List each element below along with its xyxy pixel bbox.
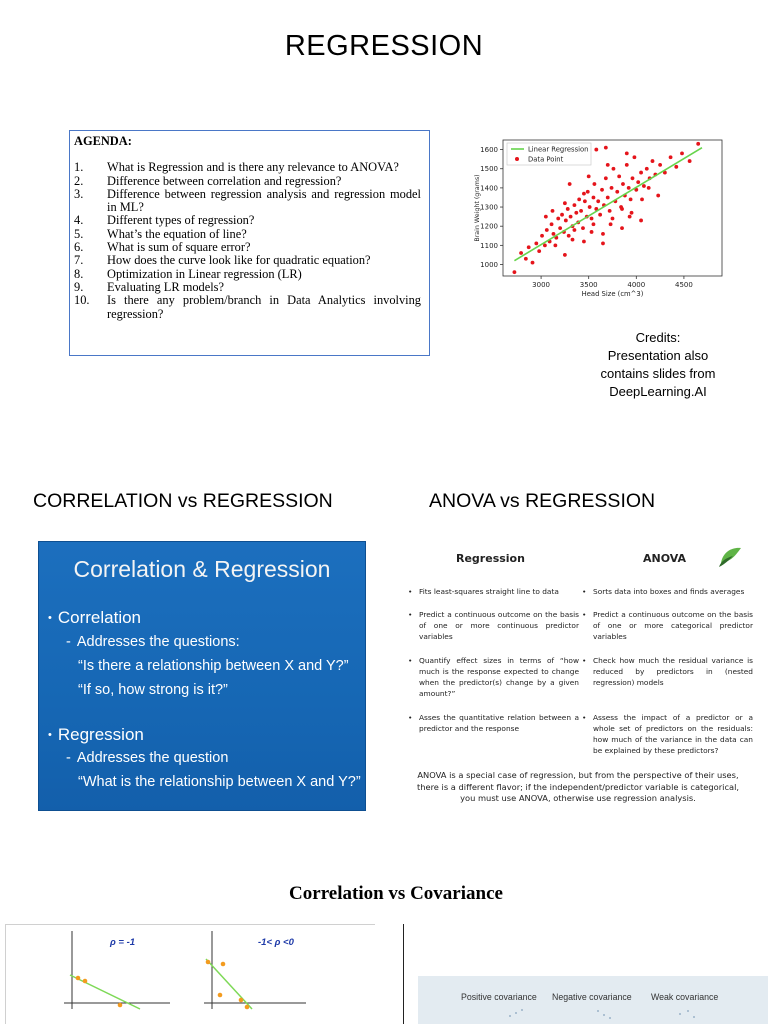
data-point: [556, 217, 560, 221]
agenda-item-number: 6.: [74, 240, 84, 255]
slide-quote: “Is there a relationship between X and Y?”: [78, 658, 349, 674]
data-point: [617, 174, 621, 178]
slide-bullet-text: Correlation: [57, 608, 142, 627]
data-point: [596, 199, 600, 203]
data-point: [656, 194, 660, 198]
plot1-point: [118, 1003, 123, 1008]
agenda-item-text: Optimization in Linear regression (LR): [107, 266, 302, 281]
correlation-example-plots: [6, 925, 376, 1024]
agenda-item: [74, 241, 421, 254]
data-point: [571, 238, 575, 242]
credits-line: Presentation also: [607, 348, 709, 363]
data-point: [628, 215, 632, 219]
table-cell: • Check how much the residual variance is reduced by predictors in (nested regression) models: [593, 655, 753, 688]
page-title: REGRESSION: [284, 30, 484, 62]
covariance-examples-panel: [418, 976, 768, 1024]
leaf-logo-icon: [717, 545, 743, 569]
data-point: [625, 163, 629, 167]
credits-line: DeepLearning.AI: [609, 384, 707, 399]
table-footer-note: ANOVA is a special case of regression, but from the perspective of their uses, there is a different flavor; if the independent/predictor variable is categorical, you must use ANOVA, otherwise use regression analysis.: [416, 770, 740, 803]
agenda-item-text: Difference between regression analysis and regression model in ML?: [107, 186, 421, 215]
data-point: [642, 184, 646, 188]
data-point: [680, 152, 684, 156]
agenda-item-number: 9.: [74, 279, 84, 294]
table-cell: • Predict a continuous outcome on the basis of one or more categorical predictor variables: [593, 609, 753, 642]
data-point: [636, 180, 640, 184]
agenda-item: [74, 294, 421, 321]
data-point: [564, 219, 568, 223]
data-point: [606, 196, 610, 200]
data-point: [563, 201, 567, 205]
agenda-item-text: What’s the equation of line?: [107, 226, 247, 241]
data-point: [569, 215, 573, 219]
agenda-item-number: 7.: [74, 253, 84, 268]
covariance-label: Negative covariance: [552, 992, 632, 1002]
data-point: [627, 186, 631, 190]
data-point: [647, 186, 651, 190]
agenda-item-number: 10.: [74, 293, 90, 308]
data-point: [631, 176, 635, 180]
agenda-item: [74, 175, 421, 188]
table-cell: • Fits least-squares straight line to data: [419, 586, 579, 597]
x-tick-label: 4000: [627, 281, 646, 289]
section-title-covariance: Correlation vs Covariance: [289, 883, 503, 904]
x-tick-label: 3000: [532, 281, 551, 289]
agenda-item: [74, 161, 421, 174]
data-point: [658, 163, 662, 167]
agenda-item-text: What is sum of square error?: [107, 240, 251, 255]
data-point: [534, 242, 538, 246]
data-point: [577, 197, 581, 201]
agenda-item: [74, 281, 421, 294]
table-cell: • Predict a continuous outcome on the basis of one or more continuous predictor variables: [419, 609, 579, 642]
plot1-point: [76, 976, 81, 981]
plot1-label: ρ = -1: [110, 937, 136, 948]
slide-bullet: • Regression: [48, 725, 144, 744]
data-point: [608, 209, 612, 213]
data-point: [560, 213, 564, 217]
slide-title: Correlation & Regression: [73, 556, 331, 582]
table-cell: • Quantify effect sizes in terms of “how much is the response expected to change when the predictor(s) change by a given amount?”: [419, 655, 579, 699]
agenda-item-text: What is Regression and is there any relevance to ANOVA?: [107, 160, 399, 175]
data-point: [593, 182, 597, 186]
plot1-fit-line: [70, 975, 140, 1009]
data-point: [550, 222, 554, 226]
data-point: [615, 190, 619, 194]
slide-bullet: • Correlation: [48, 608, 142, 627]
slide-quote: “If so, how strong is it?”: [78, 682, 228, 698]
credits-line: Credits:: [635, 330, 681, 345]
data-point: [630, 211, 634, 215]
agenda-item-text: Different types of regression?: [107, 213, 255, 228]
data-point: [592, 196, 596, 200]
data-point: [519, 251, 523, 255]
data-point: [669, 155, 673, 159]
data-point: [552, 232, 556, 236]
data-point: [573, 228, 577, 232]
agenda-item-number: 5.: [74, 226, 84, 241]
data-point: [633, 155, 637, 159]
data-point: [601, 232, 605, 236]
plot2-point: [221, 962, 226, 967]
plot2-point: [218, 993, 223, 998]
x-axis-label: Head Size (cm^3): [581, 290, 644, 298]
data-point: [588, 205, 592, 209]
anova-vs-regression-table: [395, 541, 751, 813]
plot2-point: [245, 1005, 250, 1010]
plot2-fit-line: [206, 959, 252, 1009]
slide-subbullet-text: Addresses the question: [76, 750, 229, 766]
data-point: [579, 209, 583, 213]
data-point: [544, 215, 548, 219]
data-point: [583, 199, 587, 203]
data-point: [551, 209, 555, 213]
data-point: [612, 167, 616, 171]
x-tick-label: 3500: [579, 281, 598, 289]
slide-quote: “What is the relationship between X and Y?”: [78, 774, 361, 790]
data-point: [609, 222, 613, 226]
agenda-item: [74, 228, 421, 241]
x-tick-label: 4500: [674, 281, 693, 289]
data-point: [640, 197, 644, 201]
agenda-heading: AGENDA:: [74, 134, 132, 148]
correlation-regression-slide: [38, 541, 366, 811]
agenda-item-number: 1.: [74, 160, 84, 175]
data-point: [527, 245, 531, 249]
data-point: [586, 190, 590, 194]
vertical-divider: [403, 924, 404, 1024]
y-tick-label: 1300: [480, 203, 498, 212]
data-point: [582, 240, 586, 244]
data-point: [611, 217, 615, 221]
agenda-list: [74, 161, 421, 321]
agenda-item-text: How does the curve look like for quadratic equation?: [107, 253, 371, 268]
data-point: [558, 226, 562, 230]
agenda-item: [74, 214, 421, 227]
data-point: [674, 165, 678, 169]
regression-scatter-chart: [472, 138, 724, 303]
agenda-box: [69, 130, 430, 356]
y-axis-label: Brain Weight (grams): [474, 174, 481, 242]
data-point: [696, 142, 700, 146]
slide-subbullet: - Addresses the question: [66, 750, 229, 766]
agenda-item-number: 2.: [74, 173, 84, 188]
data-point: [568, 182, 572, 186]
plot1-point: [83, 979, 88, 984]
table-cell: • Assess the impact of a predictor or a whole set of predictors on the residuals: how much of the variance in the data can be explained by these predictors?: [593, 712, 753, 756]
data-point: [606, 163, 610, 167]
data-point: [639, 219, 643, 223]
data-point: [537, 249, 541, 253]
data-point: [587, 174, 591, 178]
data-point: [610, 186, 614, 190]
data-point: [601, 242, 605, 246]
legend-label: Linear Regression: [528, 145, 589, 154]
y-tick-label: 1600: [480, 146, 498, 155]
data-point: [629, 197, 633, 201]
section-title-anova: ANOVA vs REGRESSION: [429, 490, 656, 512]
data-point: [545, 228, 549, 232]
data-point: [639, 171, 643, 175]
covariance-label: Positive covariance: [461, 992, 537, 1002]
correlation-examples-panel: [5, 924, 375, 1024]
data-point: [573, 203, 577, 207]
section-title-correlation: CORRELATION vs REGRESSION: [33, 490, 333, 512]
data-point: [621, 182, 625, 186]
data-point: [625, 152, 629, 156]
data-point: [513, 270, 517, 274]
plot2-point: [239, 998, 244, 1003]
table-header-regression: Regression: [456, 552, 525, 565]
table-cell: • Asses the quantitative relation between a predictor and the response: [419, 712, 579, 734]
agenda-item-text: Evaluating LR models?: [107, 279, 224, 294]
agenda-item-number: 4.: [74, 213, 84, 228]
agenda-item-text: Difference between correlation and regression?: [107, 173, 342, 188]
data-point: [604, 176, 608, 180]
plot2-label: -1< ρ <0: [258, 937, 294, 948]
data-point: [574, 211, 578, 215]
y-tick-label: 1100: [480, 241, 498, 250]
data-point: [594, 148, 598, 152]
data-point: [604, 146, 608, 150]
y-tick-label: 1000: [480, 261, 498, 270]
agenda-item-number: 3.: [74, 186, 84, 201]
credits-note: [588, 329, 728, 401]
agenda-item: [74, 268, 421, 281]
data-point: [590, 230, 594, 234]
data-point: [620, 207, 624, 211]
data-point: [553, 243, 557, 247]
slide-subbullet-text: Addresses the questions:: [76, 634, 240, 650]
table-cell: • Sorts data into boxes and finds averages: [593, 586, 753, 597]
data-point: [590, 217, 594, 221]
data-point: [582, 192, 586, 196]
covariance-dots: [418, 1006, 768, 1024]
data-point: [598, 213, 602, 217]
agenda-item-text: Is there any problem/branch in Data Analytics involving regression?: [107, 293, 421, 321]
agenda-item: [74, 188, 421, 215]
covariance-label: Weak covariance: [651, 992, 719, 1002]
data-point: [645, 167, 649, 171]
legend-point-swatch: [515, 157, 519, 161]
data-point: [688, 159, 692, 163]
y-tick-label: 1500: [480, 165, 498, 174]
agenda-item-number: 8.: [74, 266, 84, 281]
data-point: [651, 159, 655, 163]
y-tick-label: 1200: [480, 222, 498, 231]
agenda-item: [74, 254, 421, 267]
data-point: [524, 257, 528, 261]
data-point: [620, 226, 624, 230]
credits-line: contains slides from: [600, 366, 716, 381]
data-point: [592, 222, 596, 226]
slide-subbullet: - Addresses the questions:: [66, 634, 240, 650]
data-point: [581, 226, 585, 230]
data-point: [540, 234, 544, 238]
data-point: [567, 234, 571, 238]
data-point: [566, 207, 570, 211]
legend-label: Data Point: [528, 155, 564, 164]
table-header-anova: ANOVA: [643, 552, 687, 565]
data-point: [563, 253, 567, 257]
plot2-point: [206, 960, 211, 965]
y-tick-label: 1400: [480, 184, 498, 193]
data-point: [600, 188, 604, 192]
data-point: [531, 261, 535, 265]
slide-bullet-text: Regression: [57, 725, 144, 744]
